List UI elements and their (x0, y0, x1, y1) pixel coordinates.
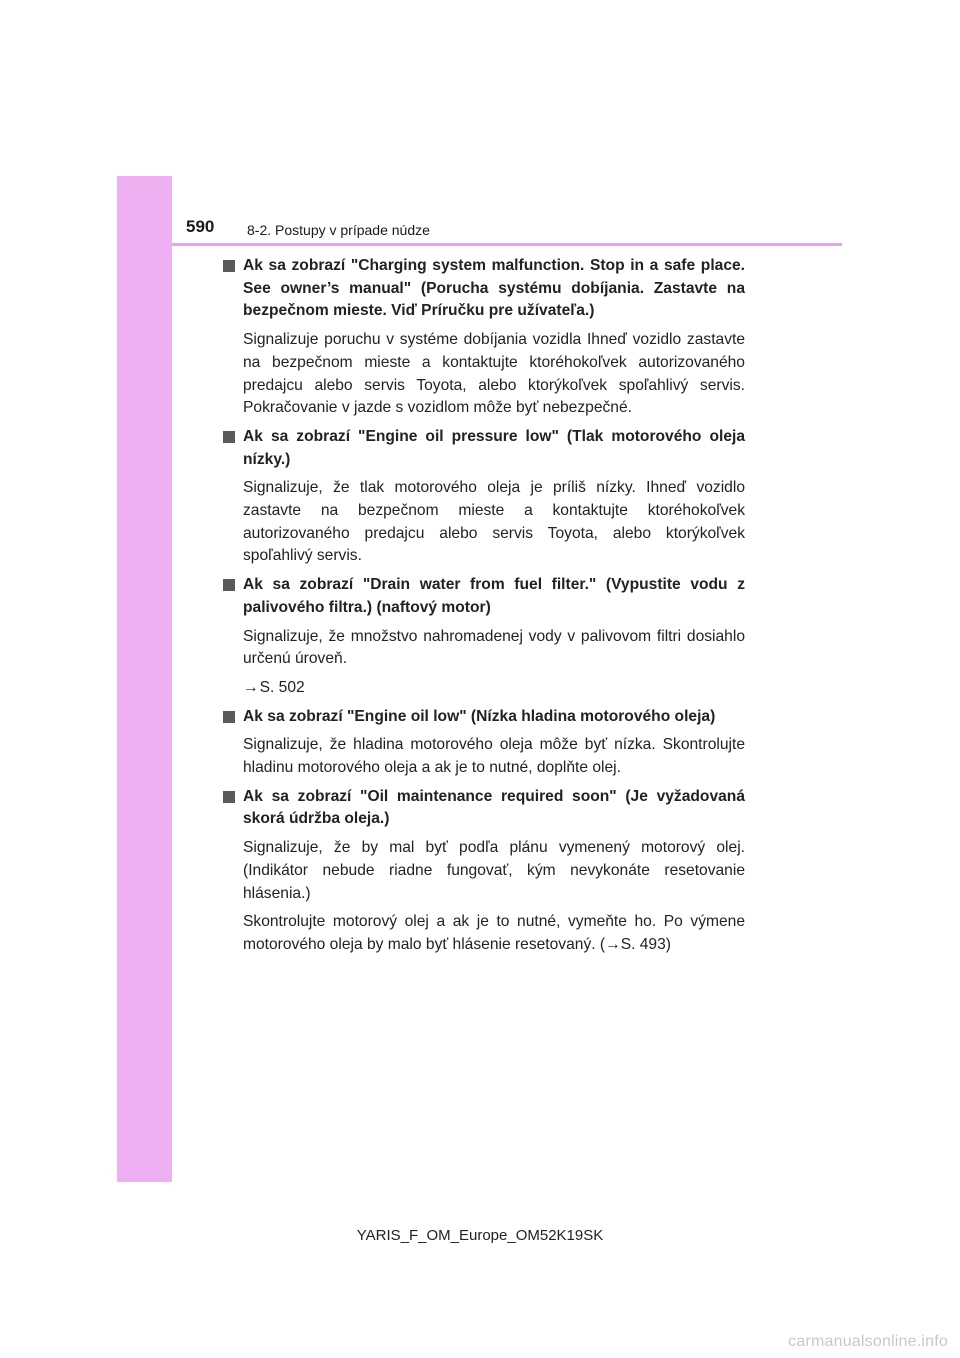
section-heading: Ak sa zobrazí "Charging system malfunction. Stop in a safe place. See owner’s manual" (Porucha systému dobíjania. Zastavte na bezpečnom mieste. Viď Príručku pre užívateľa.) (243, 257, 745, 320)
chapter-side-band (117, 176, 172, 1182)
section-paragraph: Signalizuje, že hladina motorového oleja môže byť nízka. Skontrolujte hladinu motorového oleja a ak je to nutné, doplňte olej. (243, 736, 745, 777)
section-paragraph: Signalizuje, že tlak motorového oleja je príliš nízky. Ihneď vozidlo zastavte na bezpečnom mieste a kontaktujte ktoréhokoľvek autorizovaného predajcu alebo servis Toyota, alebo ktorýkoľvek spoľahlivý servis. (243, 479, 745, 565)
page-content (220, 255, 745, 963)
square-bullet-icon (223, 579, 235, 591)
section-fuel-filter (220, 574, 745, 700)
header-rule (172, 243, 842, 246)
section-paragraph: Signalizuje, že by mal byť podľa plánu vymenený motorový olej. (Indikátor nebude riadne fungovať, kým nevykonáte resetovanie hlásenia.) (243, 839, 745, 902)
section-oil-level (220, 706, 745, 780)
watermark: carmanualsonline.info (788, 1333, 948, 1350)
section-paragraph: Signalizuje, že množstvo nahromadenej vody v palivovom filtri dosiahlo určenú úroveň. (243, 627, 745, 668)
page-reference-text: S. 502 (259, 678, 305, 696)
section-paragraph: Skontrolujte motorový olej a ak je to nutné, vymeňte ho. Po výmene motorového oleja by malo byť hlásenie resetovaný. (→S. 493) (243, 913, 745, 953)
section-heading: Ak sa zobrazí "Oil maintenance required soon" (Je vyžadovaná skorá údržba oleja.) (243, 787, 745, 828)
page-reference[interactable] (220, 677, 745, 700)
page-number: 590 (186, 217, 215, 236)
square-bullet-icon (223, 260, 235, 272)
section-oil-pressure (220, 426, 745, 568)
chapter-title: 8-2. Postupy v prípade núdze (247, 222, 430, 238)
section-charging-system (220, 255, 745, 420)
section-paragraph: Signalizuje poruchu v systéme dobíjania vozidla Ihneď vozidlo zastavte na bezpečnom mieste a kontaktujte ktoréhokoľvek autorizovaného predajcu alebo servis Toyota, alebo ktorýkoľvek spoľahlivý servis. Pokračovanie v jazde s vozidlom môže byť nebezpečné. (243, 331, 745, 417)
section-oil-maintenance (220, 786, 745, 957)
document-footer: YARIS_F_OM_Europe_OM52K19SK (356, 1227, 604, 1244)
section-heading: Ak sa zobrazí "Engine oil low" (Nízka hladina motorového oleja) (243, 707, 716, 725)
section-heading: Ak sa zobrazí "Engine oil pressure low" (Tlak motorového oleja nízky.) (243, 427, 745, 468)
square-bullet-icon (223, 431, 235, 443)
arrow-right-icon: → (243, 678, 259, 696)
square-bullet-icon (223, 711, 235, 723)
square-bullet-icon (223, 791, 235, 803)
section-heading: Ak sa zobrazí "Drain water from fuel filter." (Vypustite vodu z palivového filtra.) (naftový motor) (243, 576, 745, 616)
